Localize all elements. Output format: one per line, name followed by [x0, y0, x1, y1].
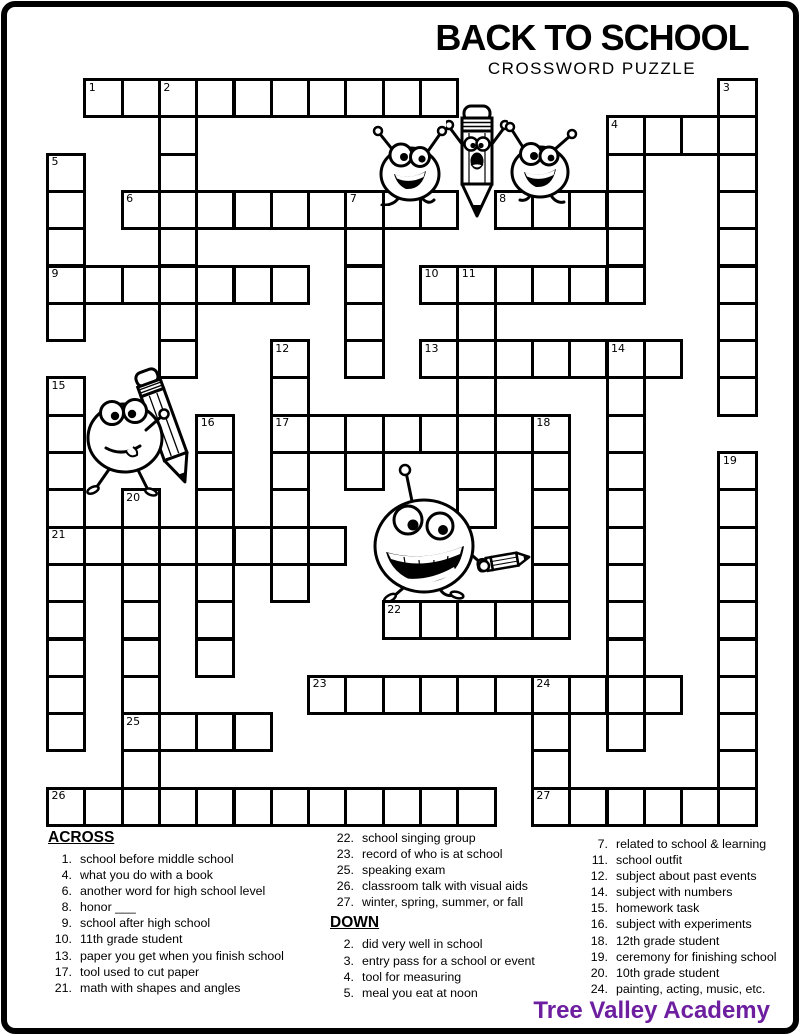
clue-text: related to school & learning [616, 837, 767, 851]
clue-item [330, 953, 535, 969]
clue-number: 19. [590, 949, 608, 964]
grid-cell[interactable] [531, 526, 571, 566]
grid-cell[interactable] [195, 787, 235, 827]
clue-item [48, 931, 284, 947]
cell-number: 22 [387, 602, 402, 616]
grid-cell[interactable] [606, 526, 646, 566]
clue-number: 16. [590, 917, 608, 932]
clue-text: tool used to cut paper [80, 964, 200, 979]
page-title: BACK TO SCHOOL [435, 17, 749, 58]
clue-text: school singing group [362, 831, 476, 845]
clue-item [330, 936, 535, 952]
grid-cell[interactable] [121, 787, 161, 827]
grid-cell[interactable] [606, 787, 646, 827]
clue-item [584, 933, 776, 949]
grid-cell[interactable] [270, 78, 310, 118]
clue-section-header: DOWN [330, 914, 380, 932]
grid-cell[interactable] [158, 153, 198, 193]
clue-number: 13. [54, 948, 72, 963]
grid-cell[interactable] [606, 451, 646, 491]
grid-cell[interactable] [344, 265, 384, 305]
grid-cell[interactable] [606, 488, 646, 528]
grid-cell[interactable] [83, 787, 123, 827]
grid-cell[interactable] [158, 265, 198, 305]
grid-cell[interactable] [233, 190, 273, 230]
page-subtitle: CROSSWORD PUZZLE [487, 59, 697, 78]
clue-text: ceremony for finishing school [616, 949, 777, 964]
clue-number: 12. [590, 869, 608, 884]
clue-number: 5. [343, 985, 354, 1000]
grid-cell[interactable] [270, 339, 310, 379]
clue-text: painting, acting, music, etc. [616, 981, 766, 996]
clue-text: 12th grade student [616, 933, 720, 948]
grid-cell[interactable] [494, 414, 534, 454]
grid-cell[interactable] [195, 563, 235, 603]
cell-number: 20 [126, 490, 141, 504]
grid-cell[interactable] [717, 265, 757, 305]
clue-text: school after high school [80, 916, 211, 931]
grid-cell[interactable] [46, 227, 86, 267]
pencil-character [446, 104, 508, 218]
grid-cell[interactable] [568, 675, 608, 715]
grid-cell[interactable] [531, 675, 571, 715]
grid-cell[interactable] [382, 600, 422, 640]
grid-cell[interactable] [606, 600, 646, 640]
grid-cell[interactable] [121, 600, 161, 640]
grid-cell[interactable] [717, 115, 757, 155]
cell-number: 1 [88, 80, 96, 94]
clue-item [584, 965, 776, 981]
cell-number: 16 [200, 416, 215, 430]
grid-cell[interactable] [531, 451, 571, 491]
grid-cell[interactable] [606, 712, 646, 752]
clue-item [330, 969, 535, 985]
clue-text: honor ___ [80, 900, 136, 915]
grid-cell[interactable] [456, 302, 496, 342]
cell-number: 9 [51, 267, 59, 280]
clue-text: meal you eat at noon [362, 985, 478, 1000]
clue-number: 11. [591, 853, 608, 868]
grid-cell[interactable] [46, 190, 86, 230]
grid-cell[interactable] [680, 115, 720, 155]
clue-item [584, 884, 776, 900]
grid-cell[interactable] [717, 638, 757, 678]
grid-cell[interactable] [717, 787, 757, 827]
clue-text: paper you get when you finish school [80, 948, 284, 963]
grid-cell[interactable] [121, 78, 161, 118]
grid-cell[interactable] [717, 675, 757, 715]
grid-cell[interactable] [307, 787, 347, 827]
clue-text: speaking exam [362, 863, 446, 878]
cell-number: 6 [126, 192, 134, 206]
grid-cell[interactable] [531, 712, 571, 752]
grid-cell[interactable] [270, 451, 310, 491]
clue-text: record of who is at school [362, 847, 503, 862]
grid-cell[interactable] [531, 414, 571, 454]
grid-cell[interactable] [717, 78, 757, 118]
grid-cell[interactable] [121, 638, 161, 678]
grid-cell[interactable] [717, 451, 757, 491]
grid-cell[interactable] [46, 675, 86, 715]
grid-cell[interactable] [344, 339, 384, 379]
grid-cell[interactable] [494, 600, 534, 640]
cell-number: 2 [163, 80, 171, 94]
ball-character-holding-pencil [80, 360, 212, 500]
grid-cell[interactable] [606, 563, 646, 603]
grid-cell[interactable] [531, 265, 571, 305]
clue-number: 27. [336, 895, 354, 910]
grid-cell[interactable] [121, 675, 161, 715]
clue-item [48, 915, 284, 931]
grid-cell[interactable] [606, 638, 646, 678]
clue-number: 23. [336, 847, 354, 862]
clue-item [330, 846, 535, 862]
clue-text: another word for high school level [80, 884, 266, 899]
grid-cell[interactable] [121, 265, 161, 305]
grid-cell[interactable] [158, 526, 198, 566]
grid-cell[interactable] [121, 563, 161, 603]
clue-number: 3. [343, 953, 354, 968]
grid-cell[interactable] [531, 749, 571, 789]
grid-cell[interactable] [270, 265, 310, 305]
grid-cell[interactable] [158, 787, 198, 827]
clue-number: 22. [336, 831, 354, 845]
grid-cell[interactable] [494, 675, 534, 715]
grid-cell[interactable] [46, 526, 86, 566]
brand-logo-text: Tree Valley Academy [533, 997, 770, 1024]
grid-cell[interactable] [158, 712, 198, 752]
grid-cell[interactable] [606, 414, 646, 454]
grid-cell[interactable] [121, 712, 161, 752]
grid-cell[interactable] [419, 339, 459, 379]
grid-cell[interactable] [270, 488, 310, 528]
clue-number: 8. [61, 900, 72, 915]
clue-section-header: ACROSS [48, 829, 115, 846]
grid-cell[interactable] [270, 563, 310, 603]
clue-item [584, 852, 776, 868]
cell-number: 7 [349, 192, 357, 206]
grid-cell[interactable] [158, 78, 198, 118]
grid-cell[interactable] [46, 563, 86, 603]
clue-item [48, 851, 284, 867]
grid-cell[interactable] [717, 749, 757, 789]
grid-cell[interactable] [382, 414, 422, 454]
grid-cell[interactable] [643, 339, 683, 379]
cell-number: 21 [51, 528, 66, 542]
grid-cell[interactable] [717, 563, 757, 603]
grid-cell[interactable] [643, 675, 683, 715]
grid-cell[interactable] [531, 488, 571, 528]
grid-cell[interactable] [456, 265, 496, 305]
clue-item [48, 964, 284, 980]
grid-cell[interactable] [233, 712, 273, 752]
grid-cell[interactable] [494, 265, 534, 305]
clue-item [584, 836, 776, 852]
cell-number: 12 [275, 341, 290, 355]
clue-item [330, 894, 535, 910]
clue-text: subject about past events [616, 869, 757, 884]
clue-text: homework task [616, 901, 700, 916]
grid-cell[interactable] [531, 339, 571, 379]
clue-text: what you do with a book [80, 868, 213, 883]
clue-text: subject with numbers [616, 885, 733, 900]
grid-cell[interactable] [121, 190, 161, 230]
clue-item [330, 878, 535, 894]
grid-cell[interactable] [195, 526, 235, 566]
grid-cell[interactable] [531, 563, 571, 603]
grid-cell[interactable] [456, 376, 496, 416]
grid-cell[interactable] [233, 78, 273, 118]
grid-cell[interactable] [717, 600, 757, 640]
clue-text: 11th grade student [80, 932, 183, 947]
jumping-ball-character-right [502, 112, 580, 204]
grid-cell[interactable] [83, 78, 123, 118]
cell-number: 5 [51, 155, 59, 169]
grid-cell[interactable] [680, 787, 720, 827]
grid-cell[interactable] [83, 265, 123, 305]
grid-cell[interactable] [121, 749, 161, 789]
grid-cell[interactable] [270, 376, 310, 416]
grid-cell[interactable] [233, 526, 273, 566]
grid-cell[interactable] [195, 190, 235, 230]
clue-item [584, 981, 776, 997]
grid-cell[interactable] [46, 638, 86, 678]
grid-cell[interactable] [233, 787, 273, 827]
clue-text: math with shapes and angles [80, 980, 241, 995]
cell-number: 11 [461, 267, 476, 280]
clue-column-middle [330, 830, 535, 1001]
running-ball-character-with-pencil [358, 462, 533, 600]
grid-cell[interactable] [456, 600, 496, 640]
clue-item [330, 862, 535, 878]
grid-cell[interactable] [270, 787, 310, 827]
grid-cell[interactable] [195, 638, 235, 678]
cell-number: 13 [424, 341, 439, 355]
grid-cell[interactable] [568, 265, 608, 305]
grid-cell[interactable] [46, 712, 86, 752]
clue-number: 14. [590, 885, 608, 900]
clue-number: 18. [590, 933, 608, 948]
grid-cell[interactable] [195, 712, 235, 752]
grid-cell[interactable] [382, 675, 422, 715]
clue-number: 10. [54, 932, 72, 947]
clue-item [584, 900, 776, 916]
clue-item [48, 883, 284, 899]
clue-number: 26. [336, 879, 354, 894]
clue-text: school before middle school [80, 852, 234, 866]
clue-item [48, 980, 284, 996]
grid-cell[interactable] [419, 414, 459, 454]
clue-column-across [48, 828, 284, 996]
grid-cell[interactable] [83, 526, 123, 566]
clue-number: 21. [54, 980, 72, 995]
clue-item [584, 949, 776, 965]
grid-cell[interactable] [344, 787, 384, 827]
clue-number: 7. [597, 837, 608, 851]
cell-number: 23 [312, 677, 327, 691]
grid-cell[interactable] [606, 190, 646, 230]
grid-cell[interactable] [717, 526, 757, 566]
clue-item [48, 948, 284, 964]
cell-number: 8 [499, 192, 507, 206]
cell-number: 4 [611, 117, 618, 131]
grid-cell[interactable] [419, 675, 459, 715]
cell-number: 19 [722, 453, 737, 467]
clue-number: 4. [343, 969, 354, 984]
grid-cell[interactable] [568, 339, 608, 379]
grid-cell[interactable] [158, 227, 198, 267]
grid-cell[interactable] [195, 265, 235, 305]
grid-cell[interactable] [643, 115, 683, 155]
grid-cell[interactable] [46, 302, 86, 342]
clue-text: school outfit [616, 853, 683, 868]
clue-item [584, 916, 776, 932]
grid-cell[interactable] [158, 115, 198, 155]
grid-cell[interactable] [494, 339, 534, 379]
clue-item [48, 867, 284, 883]
clue-item [330, 830, 535, 846]
grid-cell[interactable] [344, 414, 384, 454]
grid-cell[interactable] [307, 78, 347, 118]
cell-number: 24 [536, 677, 551, 691]
clue-number: 6. [61, 884, 72, 899]
cell-number: 10 [424, 267, 439, 280]
grid-cell[interactable] [606, 227, 646, 267]
clue-text: subject with experiments [616, 917, 752, 932]
grid-cell[interactable] [195, 600, 235, 640]
clue-item [330, 985, 535, 1001]
grid-cell[interactable] [46, 600, 86, 640]
grid-cell[interactable] [419, 265, 459, 305]
cell-number: 27 [536, 789, 551, 803]
grid-cell[interactable] [531, 787, 571, 827]
grid-cell[interactable] [717, 712, 757, 752]
clue-number: 17. [54, 964, 72, 979]
grid-cell[interactable] [121, 526, 161, 566]
cell-number: 25 [126, 714, 141, 728]
grid-cell[interactable] [307, 675, 347, 715]
grid-cell[interactable] [717, 302, 757, 342]
cell-number: 3 [722, 80, 730, 94]
cell-number: 14 [611, 341, 625, 355]
clue-number: 2. [343, 937, 354, 952]
grid-cell[interactable] [717, 376, 757, 416]
grid-cell[interactable] [568, 787, 608, 827]
grid-cell[interactable] [46, 265, 86, 305]
grid-cell[interactable] [456, 787, 496, 827]
grid-cell[interactable] [419, 600, 459, 640]
clue-number: 1. [61, 852, 72, 866]
grid-cell[interactable] [46, 787, 86, 827]
clue-text: entry pass for a school or event [362, 953, 535, 968]
cell-number: 17 [275, 416, 290, 430]
clue-number: 4. [61, 868, 72, 883]
grid-cell[interactable] [606, 376, 646, 416]
jumping-ball-character-left [368, 112, 452, 206]
clue-number: 20. [590, 965, 608, 980]
grid-cell[interactable] [344, 675, 384, 715]
grid-cell[interactable] [717, 153, 757, 193]
grid-cell[interactable] [456, 339, 496, 379]
grid-cell[interactable] [717, 339, 757, 379]
clue-text: winter, spring, summer, or fall [362, 895, 524, 910]
grid-cell[interactable] [307, 526, 347, 566]
grid-cell[interactable] [456, 414, 496, 454]
cell-number: 26 [51, 789, 66, 803]
grid-cell[interactable] [270, 190, 310, 230]
clue-text: classroom talk with visual aids [362, 879, 528, 894]
grid-cell[interactable] [307, 414, 347, 454]
grid-cell[interactable] [717, 227, 757, 267]
grid-cell[interactable] [606, 339, 646, 379]
grid-cell[interactable] [717, 488, 757, 528]
grid-cell[interactable] [233, 265, 273, 305]
grid-cell[interactable] [307, 190, 347, 230]
cell-number: 18 [536, 416, 551, 430]
grid-cell[interactable] [419, 787, 459, 827]
grid-cell[interactable] [717, 190, 757, 230]
clue-number: 24. [590, 981, 608, 996]
clue-number: 15. [590, 901, 608, 916]
grid-cell[interactable] [195, 78, 235, 118]
clue-text: 10th grade student [616, 965, 720, 980]
clue-text: tool for measuring [362, 969, 462, 984]
clue-number: 25. [336, 863, 354, 878]
grid-cell[interactable] [606, 153, 646, 193]
grid-cell[interactable] [456, 675, 496, 715]
clue-item [48, 899, 284, 915]
grid-cell[interactable] [382, 787, 422, 827]
grid-cell[interactable] [606, 675, 646, 715]
grid-cell[interactable] [158, 302, 198, 342]
clue-item [584, 868, 776, 884]
clue-column-down [584, 836, 776, 997]
grid-cell[interactable] [46, 153, 86, 193]
grid-cell[interactable] [270, 414, 310, 454]
grid-cell[interactable] [643, 787, 683, 827]
grid-cell[interactable] [158, 190, 198, 230]
cell-number: 15 [51, 378, 66, 392]
grid-cell[interactable] [606, 265, 646, 305]
grid-cell[interactable] [531, 600, 571, 640]
title-block [432, 17, 752, 79]
grid-cell[interactable] [606, 115, 646, 155]
grid-cell[interactable] [270, 526, 310, 566]
grid-cell[interactable] [344, 302, 384, 342]
clue-text: did very well in school [362, 937, 483, 952]
grid-cell[interactable] [344, 227, 384, 267]
clue-number: 9. [61, 916, 72, 931]
